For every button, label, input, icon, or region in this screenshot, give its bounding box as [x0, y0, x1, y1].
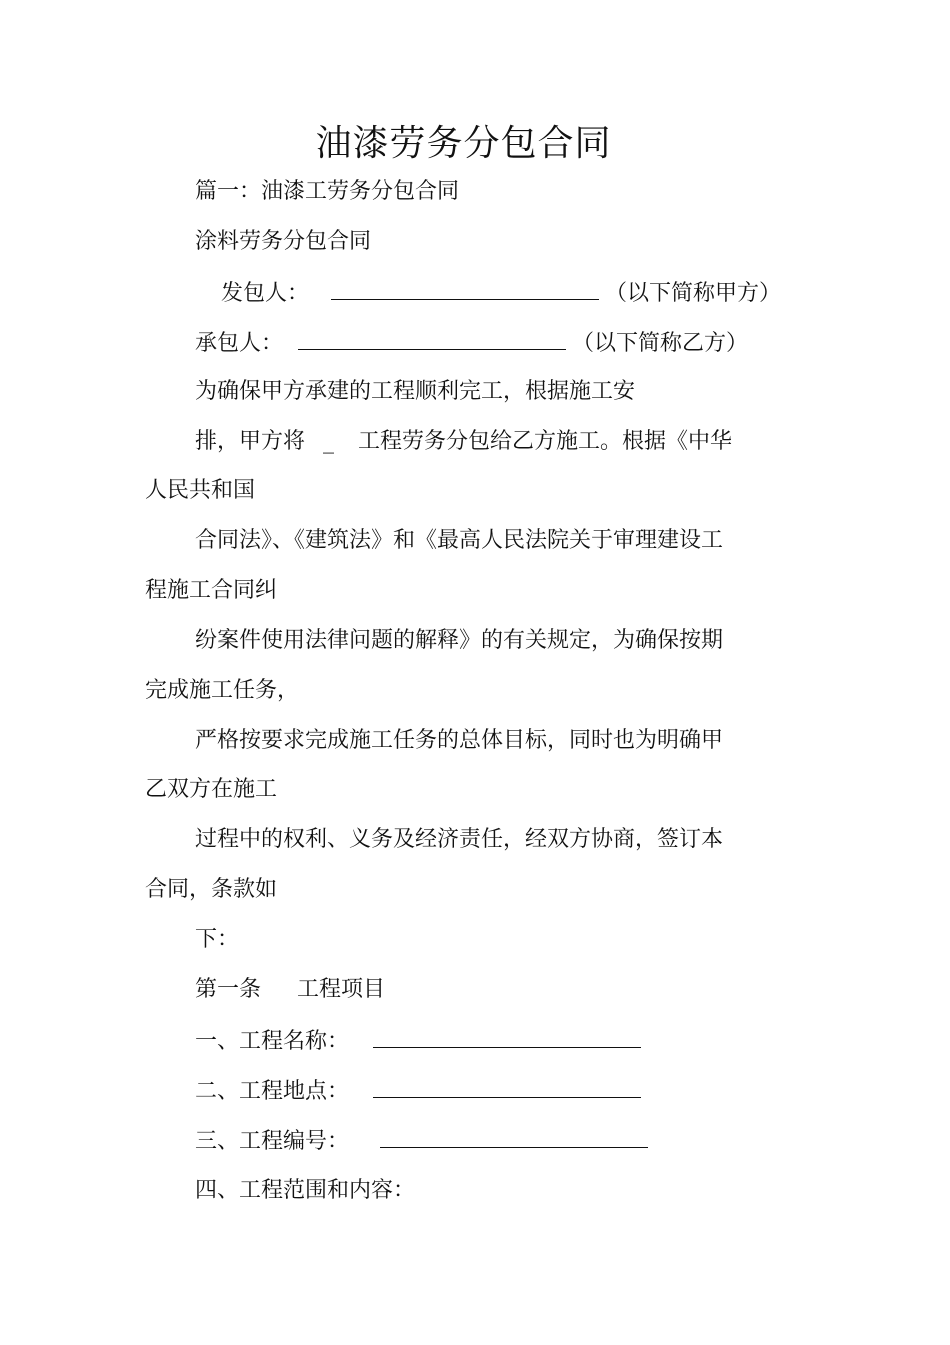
project-number-label: 三、工程编号：: [195, 1129, 350, 1154]
contractor-row: [195, 327, 748, 359]
paragraph-line: 为确保甲方承建的工程顺利完工，根据施工安: [195, 379, 636, 404]
section-heading: 篇一：油漆工劳务分包合同: [195, 179, 460, 204]
paragraph-line: 合同，条款如: [145, 877, 278, 902]
employer-label: 发包人：: [221, 281, 310, 306]
project-number-blank: [380, 1125, 648, 1148]
paragraph-line: 完成施工任务，: [145, 678, 300, 703]
employer-blank: [331, 277, 599, 300]
employer-suffix: （以下简称甲方）: [605, 281, 782, 306]
paragraph-line: 程施工合同纠: [145, 578, 278, 603]
paragraph-line: 合同法》、《建筑法》和《最高人民法院关于审理建设工: [195, 528, 724, 553]
paragraph-line: 四、工程范围和内容：: [195, 1178, 416, 1203]
paragraph-line: 严格按要求完成施工任务的总体目标，同时也为明确甲: [195, 728, 724, 753]
project-name-row: [195, 1025, 641, 1057]
employer-row: [221, 277, 781, 309]
project-location-blank: [373, 1075, 641, 1098]
contractor-suffix: （以下简称乙方）: [572, 331, 749, 356]
paragraph-line: 排，甲方将 _ 工程劳务分包给乙方施工。根据《中华: [195, 429, 733, 454]
project-number-row: [195, 1125, 648, 1157]
article-heading: 第一条 工程项目: [195, 977, 386, 1002]
contractor-blank: [298, 327, 566, 350]
contractor-label: 承包人：: [195, 331, 284, 356]
paragraph-line: 纷案件使用法律问题的解释》的有关规定，为确保按期: [195, 628, 724, 653]
paragraph-line: 下：: [195, 927, 240, 952]
project-name-blank: [373, 1025, 641, 1048]
project-location-label: 二、工程地点：: [195, 1079, 350, 1104]
project-location-row: [195, 1075, 641, 1107]
document-title: 油漆劳务分包合同: [315, 123, 612, 164]
paragraph-line: 人民共和国: [145, 478, 256, 503]
paragraph-line: 乙双方在施工: [145, 777, 278, 802]
paragraph-line: 过程中的权利、义务及经济责任，经双方协商，签订本: [195, 827, 724, 852]
subtitle: 涂料劳务分包合同: [195, 229, 372, 254]
project-name-label: 一、工程名称：: [195, 1029, 350, 1054]
